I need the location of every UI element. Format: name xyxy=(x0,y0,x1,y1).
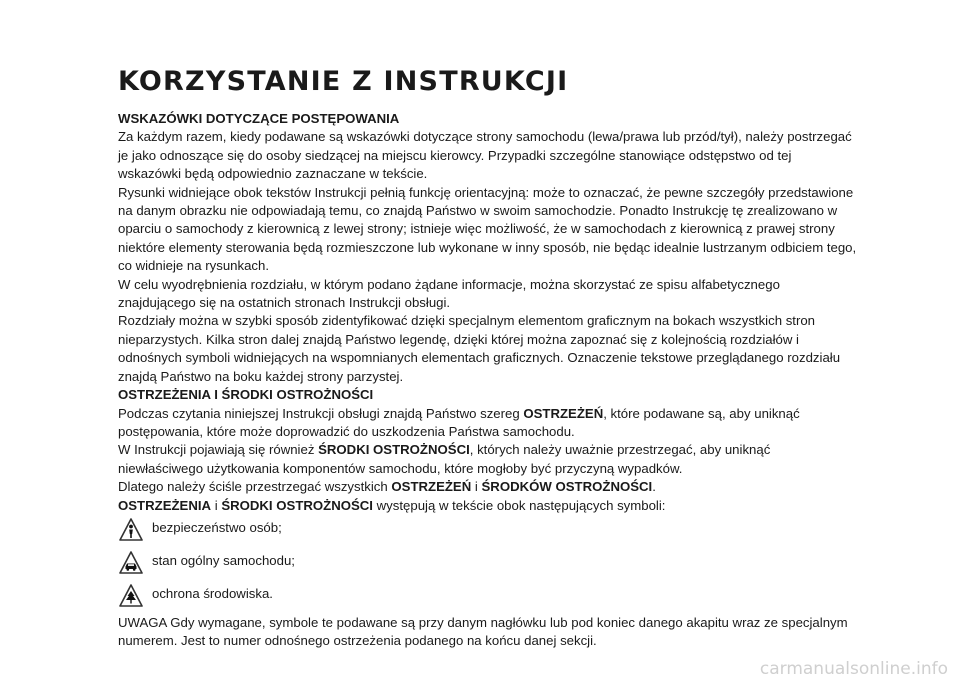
person-warning-icon xyxy=(118,517,144,543)
paragraph-warnings-intro: Podczas czytania niniejszej Instrukcji obsługi znajdą Państwo szereg OSTRZEŻEŃ, które podawane są, aby uniknąć postępowania, które może doprowadzić do uszkodzenia Państwa samochodu. xyxy=(118,405,800,439)
section-heading-warnings: OSTRZEŻENIA I ŚRODKI OSTROŻNOŚCI xyxy=(118,387,374,403)
content-area xyxy=(118,66,858,651)
section-heading-guidelines: WSKAZÓWKI DOTYCZĄCE POSTĘPOWANIA xyxy=(118,111,400,126)
car-warning-icon xyxy=(118,550,144,576)
symbol-row-environment xyxy=(118,581,858,614)
paragraph-chapters: Rozdziały można w szybki sposób zidentyfikować dzięki specjalnym elementom graficznym na bokach wszystkich stron nieparzystych. Kilka stron dalej znajdą Państwo legendę, dzięki której można zapoznać się z kolejnością rozdziałów i odnośnych symboli widniejących na wspomnianych elementach graficznych. Oznaczenie tekstowe przeglądanego rozdziału znajdą Państwo na boku każdej strony parzystej. xyxy=(118,313,841,384)
paragraph-sides: Za każdym razem, kiedy podawane są wskazówki dotyczące strony samochodu (lewa/prawa lub przód/tył), należy postrzegać je jako odnoszące się do osoby siedzącej na miejscu kierowcy. Przypadki szczególne stanowiące odstępstwo od tej wskazówki będą odpowiednio zaznaczane w tekście. xyxy=(118,129,852,182)
paragraph-symbols-intro: OSTRZEŻENIA i ŚRODKI OSTROŻNOŚCI występują w tekście obok następujących symboli: xyxy=(118,497,666,513)
symbol-label-persons: bezpieczeństwo osób; xyxy=(152,519,282,535)
paragraph-follow: Dlatego należy ściśle przestrzegać wszystkich OSTRZEŻEŃ i ŚRODKÓW OSTROŻNOŚCI. xyxy=(118,479,656,495)
tree-warning-icon xyxy=(118,583,144,609)
note-paragraph: UWAGA Gdy wymagane, symbole te podawane są przy danym nagłówku lub pod koniec danego akapitu wraz ze specjalnym numerem. Jest to numer odnośnego ostrzeżenia podanego na końcu danej sekcji. xyxy=(118,614,848,649)
paragraph-index: W celu wyodrębnienia rozdziału, w którym podano żądane informacje, można skorzystać ze spisu alfabetycznego znajdującego się na ostatnich stronach Instrukcji obsługi. xyxy=(118,276,780,311)
symbol-label-vehicle: stan ogólny samochodu; xyxy=(152,552,295,568)
paragraph-precautions: W Instrukcji pojawiają się również ŚRODKI OSTROŻNOŚCI, których należy uważnie przestrzegać, aby uniknąć niewłaściwego użytkowania komponentów samochodu, które mogłoby być przyczyną wypadków. xyxy=(118,442,771,476)
paragraph-illustrations: Rysunki widniejące obok tekstów Instrukcji pełnią funkcję orientacyjną: może to oznaczać, że pewne szczegóły przedstawione na danym obrazku nie odpowiadają temu, co znajdą Państwo w swoim samochodzie. Ponadto Instrukcję tę zrealizowano w oparciu o samochody z kierownicą z lewej strony; istnieje więc możliwość, że w samochodach z kierownicą z prawej strony niektóre elementy sterowania będą rozmieszczone lub wykonane w inny sposób, nie będąc idealnie lustrzanym odbiciem tego, co widnieje na rysunkach. xyxy=(118,184,857,274)
page-title: KORZYSTANIE Z INSTRUKCJI xyxy=(118,66,569,97)
symbol-row-persons xyxy=(118,515,858,548)
symbol-label-environment: ochrona środowiska. xyxy=(152,585,273,601)
watermark-text: carmanualsonline.info xyxy=(759,659,948,679)
symbol-row-vehicle xyxy=(118,548,858,581)
